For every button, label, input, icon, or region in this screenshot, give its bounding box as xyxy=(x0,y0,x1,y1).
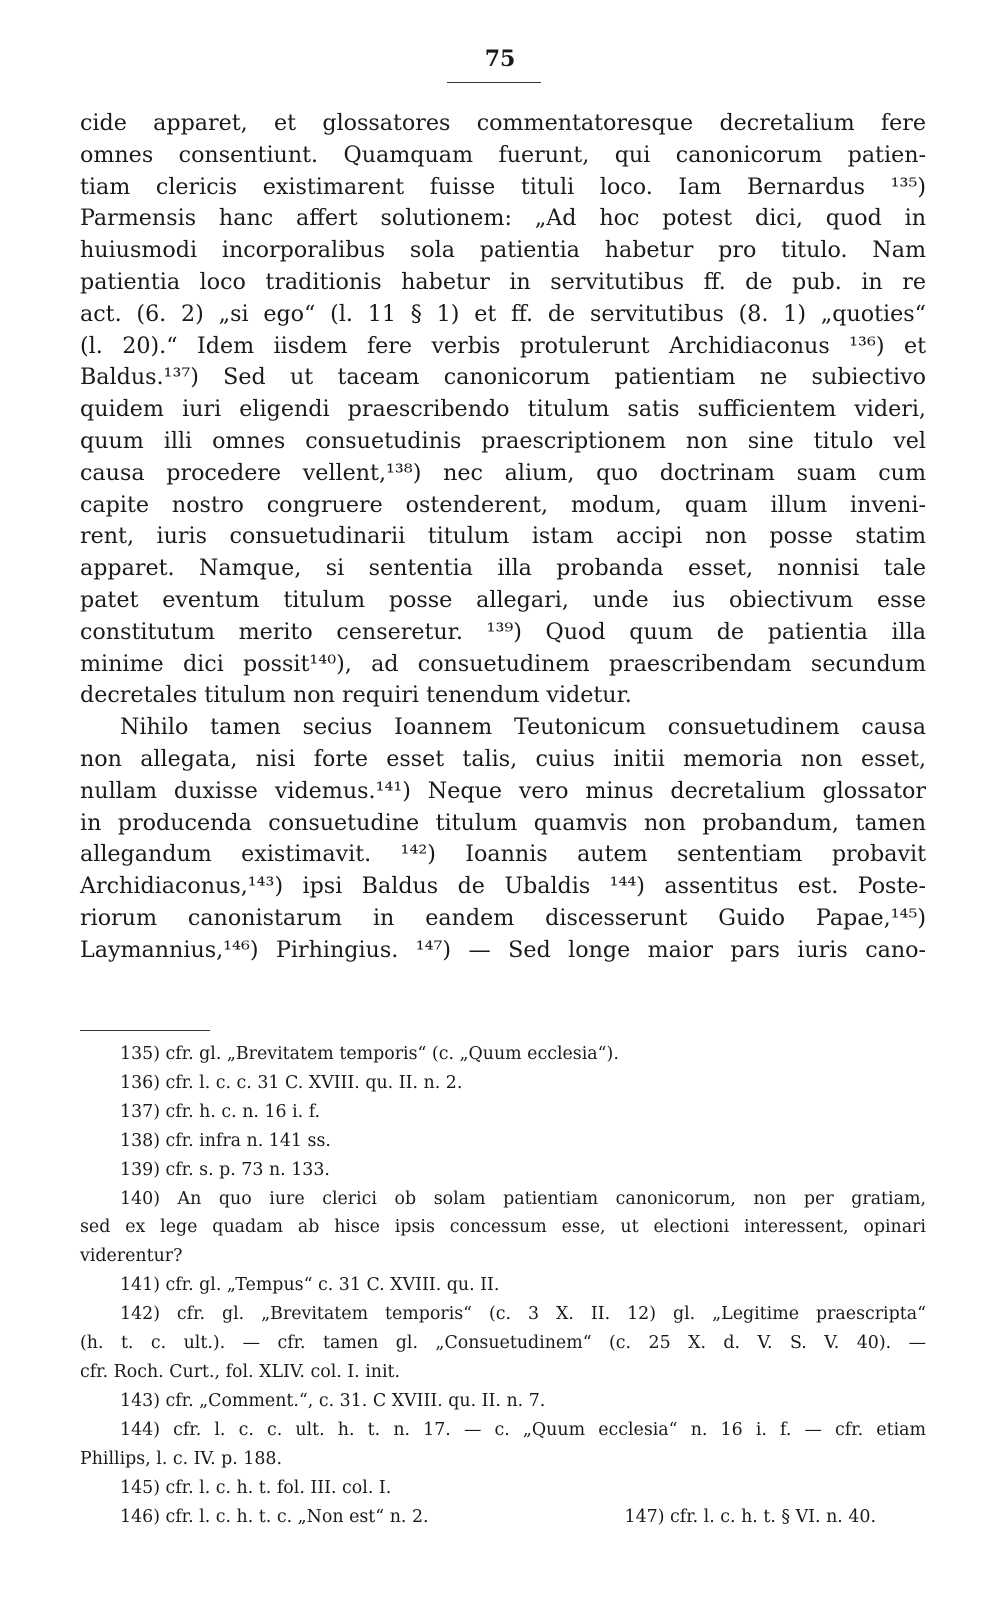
body-line: Archidiaconus,¹⁴³) ipsi Baldus de Ubaldis ¹⁴⁴) assentitus est. Poste- xyxy=(80,873,926,900)
footnote-line: 138) cfr. infra n. 141 ss. xyxy=(120,1130,331,1151)
body-line: decretales titulum non requiri tenendum videtur. xyxy=(80,682,632,709)
footnote-line: 143) cfr. „Comment.“, c. 31. C XVIII. qu. II. n. 7. xyxy=(120,1390,546,1411)
body-line: quidem iuri eligendi praescribendo titulum satis sufficientem videri, xyxy=(80,396,926,423)
body-line: rent, iuris consuetudinarii titulum istam accipi non posse statim xyxy=(80,523,926,550)
body-line: act. (6. 2) „si ego“ (l. 11 § 1) et ff. de servitutibus (8. 1) „quoties“ xyxy=(80,300,926,327)
footnote-line: (h. t. c. ult.). — cfr. tamen gl. „Consuetudinem“ (c. 25 X. d. V. S. V. 40). — xyxy=(80,1333,926,1354)
footnote-line-pair xyxy=(80,1503,926,1532)
footnote-line: viderentur? xyxy=(80,1246,183,1267)
body-line: capite nostro congruere ostenderent, modum, quam illum inveni- xyxy=(80,491,926,518)
body-line: Baldus.¹³⁷) Sed ut taceam canonicorum patientiam ne subiectivo xyxy=(80,364,926,391)
footnote-line: 140) An quo iure clerici ob solam patientiam canonicorum, non per gratiam, xyxy=(120,1188,926,1209)
body-line: constitutum merito censeretur. ¹³⁹) Quod quum de patientia illa xyxy=(80,618,926,645)
body-line: causa procedere vellent,¹³⁸) nec alium, quo doctrinam suam cum xyxy=(80,459,926,486)
footnote-line: Phillips, l. c. IV. p. 188. xyxy=(80,1448,283,1469)
body-line: quum illi omnes consuetudinis praescriptionem non sine titulo vel xyxy=(80,427,926,454)
body-line: non allegata, nisi forte esset talis, cuius initii memoria non esset, xyxy=(80,745,926,772)
body-line: Laymannius,¹⁴⁶) Pirhingius. ¹⁴⁷) — Sed longe maior pars iuris cano- xyxy=(80,936,926,963)
footnote-line: 137) cfr. h. c. n. 16 i. f. xyxy=(120,1101,321,1122)
footnote-separator xyxy=(80,1030,210,1031)
footnote-146: 146) cfr. l. c. h. t. c. „Non est“ n. 2. xyxy=(120,1506,429,1527)
footnote-line: sed ex lege quadam ab hisce ipsis concessum esse, ut electioni interessent, opinari xyxy=(80,1217,926,1238)
body-line: huiusmodi incorporalibus sola patientia habetur pro titulo. Nam xyxy=(80,237,926,264)
body-line: (l. 20).“ Idem iisdem fere verbis protulerunt Archidiaconus ¹³⁶) et xyxy=(80,332,926,359)
footnote-line: 135) cfr. gl. „Brevitatem temporis“ (c. „Quum ecclesia“). xyxy=(120,1044,619,1064)
footnote-line: 145) cfr. l. c. h. t. fol. III. col. I. xyxy=(120,1477,392,1498)
page-number: 75 xyxy=(484,46,516,72)
body-line: allegandum existimavit. ¹⁴²) Ioannis autem sententiam probavit xyxy=(80,841,926,868)
footnote-line: 142) cfr. gl. „Brevitatem temporis“ (c. 3 X. II. 12) gl. „Legitime praescripta“ xyxy=(120,1304,926,1325)
body-line: omnes consentiunt. Quamquam fuerunt, qui canonicorum patien- xyxy=(80,141,926,168)
footnotes xyxy=(80,1040,926,1531)
body-line: riorum canonistarum in eandem discesserunt Guido Papae,¹⁴⁵) xyxy=(80,904,926,931)
body-line: patet eventum titulum posse allegari, unde ius obiectivum esse xyxy=(80,586,926,613)
footnote-line: 141) cfr. gl. „Tempus“ c. 31 C. XVIII. qu. II. xyxy=(120,1275,500,1296)
body-line: tiam clericis existimarent fuisse tituli loco. Iam Bernardus ¹³⁵) xyxy=(80,173,926,200)
footnote-147: 147) cfr. l. c. h. t. § VI. n. 40. xyxy=(624,1506,876,1527)
body-line: in producenda consuetudine titulum quamvis non probandum, tamen xyxy=(80,809,926,836)
body-line: Parmensis hanc affert solutionem: „Ad hoc potest dici, quod in xyxy=(80,205,926,232)
body-line: nullam duxisse videmus.¹⁴¹) Neque vero minus decretalium glossator xyxy=(80,777,926,804)
body-text xyxy=(80,108,926,967)
body-line: Nihilo tamen secius Ioannem Teutonicum consuetudinem causa xyxy=(120,714,926,741)
body-line: cide apparet, et glossatores commentatoresque decretalium fere xyxy=(80,110,926,136)
page-number-rule xyxy=(447,82,541,83)
footnote-line: 136) cfr. l. c. c. 31 C. XVIII. qu. II. n. 2. xyxy=(120,1072,463,1093)
footnote-line: 144) cfr. l. c. c. ult. h. t. n. 17. — c. „Quum ecclesia“ n. 16 i. f. — cfr. etiam xyxy=(120,1419,926,1440)
footnote-line: cfr. Roch. Curt., fol. XLIV. col. I. init. xyxy=(80,1361,401,1382)
body-line: patientia loco traditionis habetur in servitutibus ff. de pub. in re xyxy=(80,268,926,295)
footnote-line: 139) cfr. s. p. 73 n. 133. xyxy=(120,1159,330,1180)
body-line: minime dici possit¹⁴⁰), ad consuetudinem praescribendam secundum xyxy=(80,650,926,677)
body-line: apparet. Namque, si sententia illa probanda esset, nonnisi tale xyxy=(80,555,926,582)
